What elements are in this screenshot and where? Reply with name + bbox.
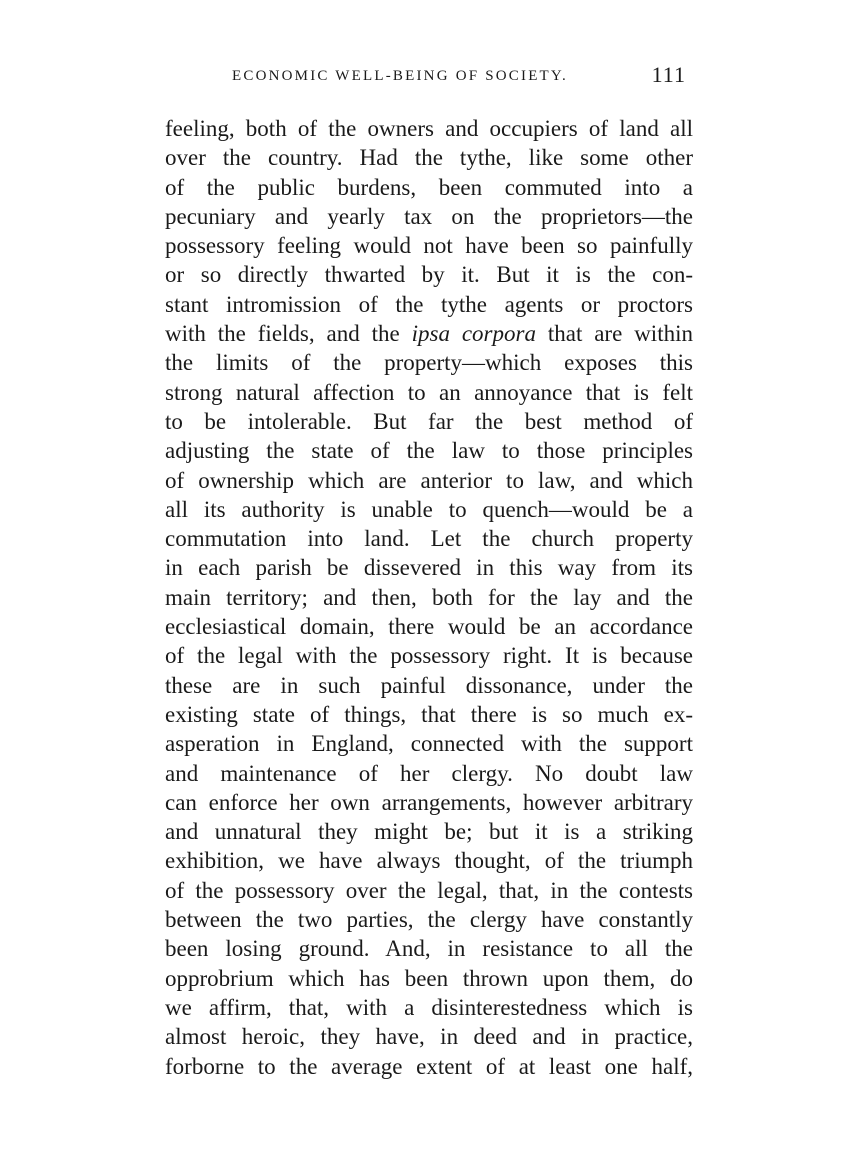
text-line-content: pecuniary and yearly tax on the proprietors—the [165, 203, 693, 229]
text-line-content: to be intolerable. But far the best method of [165, 408, 693, 434]
text-line [165, 378, 693, 407]
text-line [165, 524, 693, 553]
text-line [165, 290, 693, 319]
text-line [165, 407, 693, 436]
text-line-content: with the fields, and the ipsa corpora that are within [165, 321, 693, 347]
text-line-content: possessory feeling would not have been so painfully [165, 233, 693, 259]
running-head [232, 62, 686, 88]
text-line [165, 788, 693, 817]
text-line [165, 993, 693, 1022]
text-line-content: all its authority is unable to quench—would be a [165, 496, 693, 522]
text-line-content: exhibition, we have always thought, of the triumph [165, 848, 693, 874]
text-line-content: over the country. Had the tythe, like some other [165, 145, 693, 171]
text-line [165, 466, 693, 495]
text-line-content: these are in such painful dissonance, under the [165, 672, 693, 698]
text-line-content: the limits of the property—which exposes this [165, 350, 693, 376]
text-line [165, 934, 693, 963]
text-line [165, 700, 693, 729]
text-line-content: of the legal with the possessory right. It is because [165, 643, 693, 669]
text-line [165, 260, 693, 289]
text-line [165, 671, 693, 700]
text-line [165, 964, 693, 993]
text-line-content: in each parish be dissevered in this way from its [165, 555, 693, 581]
page-number: 111 [651, 62, 686, 87]
text-line-content: or so directly thwarted by it. But it is the con- [165, 262, 693, 288]
text-line [165, 495, 693, 524]
text-line-content: of the public burdens, been commuted into a [165, 174, 693, 200]
text-line-content: forborne to the average extent of at least one half, [165, 1053, 693, 1079]
text-line [165, 583, 693, 612]
text-line-content: ecclesiastical domain, there would be an accordance [165, 614, 693, 640]
text-line [165, 905, 693, 934]
text-line-content: opprobrium which has been thrown upon them, do [165, 965, 693, 991]
text-line-content: we affirm, that, with a disinterestedness which is [165, 994, 693, 1020]
text-line-content: adjusting the state of the law to those principles [165, 438, 693, 464]
text-line-content: stant intromission of the tythe agents or proctors [165, 291, 693, 317]
text-line [165, 319, 693, 348]
text-line [165, 436, 693, 465]
text-line-content: asperation in England, connected with the support [165, 731, 693, 757]
text-line-content: main territory; and then, both for the lay and the [165, 584, 693, 610]
text-line-content: strong natural affection to an annoyance that is felt [165, 379, 693, 405]
text-line [165, 114, 693, 143]
text-line-content: feeling, both of the owners and occupiers of land all [165, 116, 693, 141]
text-line-content: and maintenance of her clergy. No doubt law [165, 760, 693, 786]
text-line-content: commutation into land. Let the church property [165, 526, 693, 552]
text-line-content: almost heroic, they have, in deed and in practice, [165, 1024, 693, 1050]
text-line [165, 202, 693, 231]
text-line-content: existing state of things, that there is so much ex- [165, 701, 693, 727]
text-line [165, 348, 693, 377]
text-line [165, 759, 693, 788]
text-line [165, 1022, 693, 1051]
text-line [165, 143, 693, 172]
text-line [165, 846, 693, 875]
text-line-content: can enforce her own arrangements, however arbitrary [165, 789, 693, 815]
text-line [165, 553, 693, 582]
text-line [165, 817, 693, 846]
text-line [165, 173, 693, 202]
text-line-content: between the two parties, the clergy have constantly [165, 907, 693, 933]
text-line-content: of the possessory over the legal, that, in the contests [165, 877, 693, 903]
text-line-content: of ownership which are anterior to law, and which [165, 467, 693, 493]
text-line [165, 641, 693, 670]
text-line [165, 612, 693, 641]
body-text [165, 114, 693, 1081]
text-line [165, 876, 693, 905]
text-line-content: and unnatural they might be; but it is a striking [165, 819, 693, 845]
text-line-content: been losing ground. And, in resistance to all the [165, 936, 693, 962]
text-line [165, 231, 693, 260]
running-title: ECONOMIC WELL-BEING OF SOCIETY. [232, 68, 568, 84]
text-line [165, 729, 693, 758]
text-line [165, 1052, 693, 1081]
